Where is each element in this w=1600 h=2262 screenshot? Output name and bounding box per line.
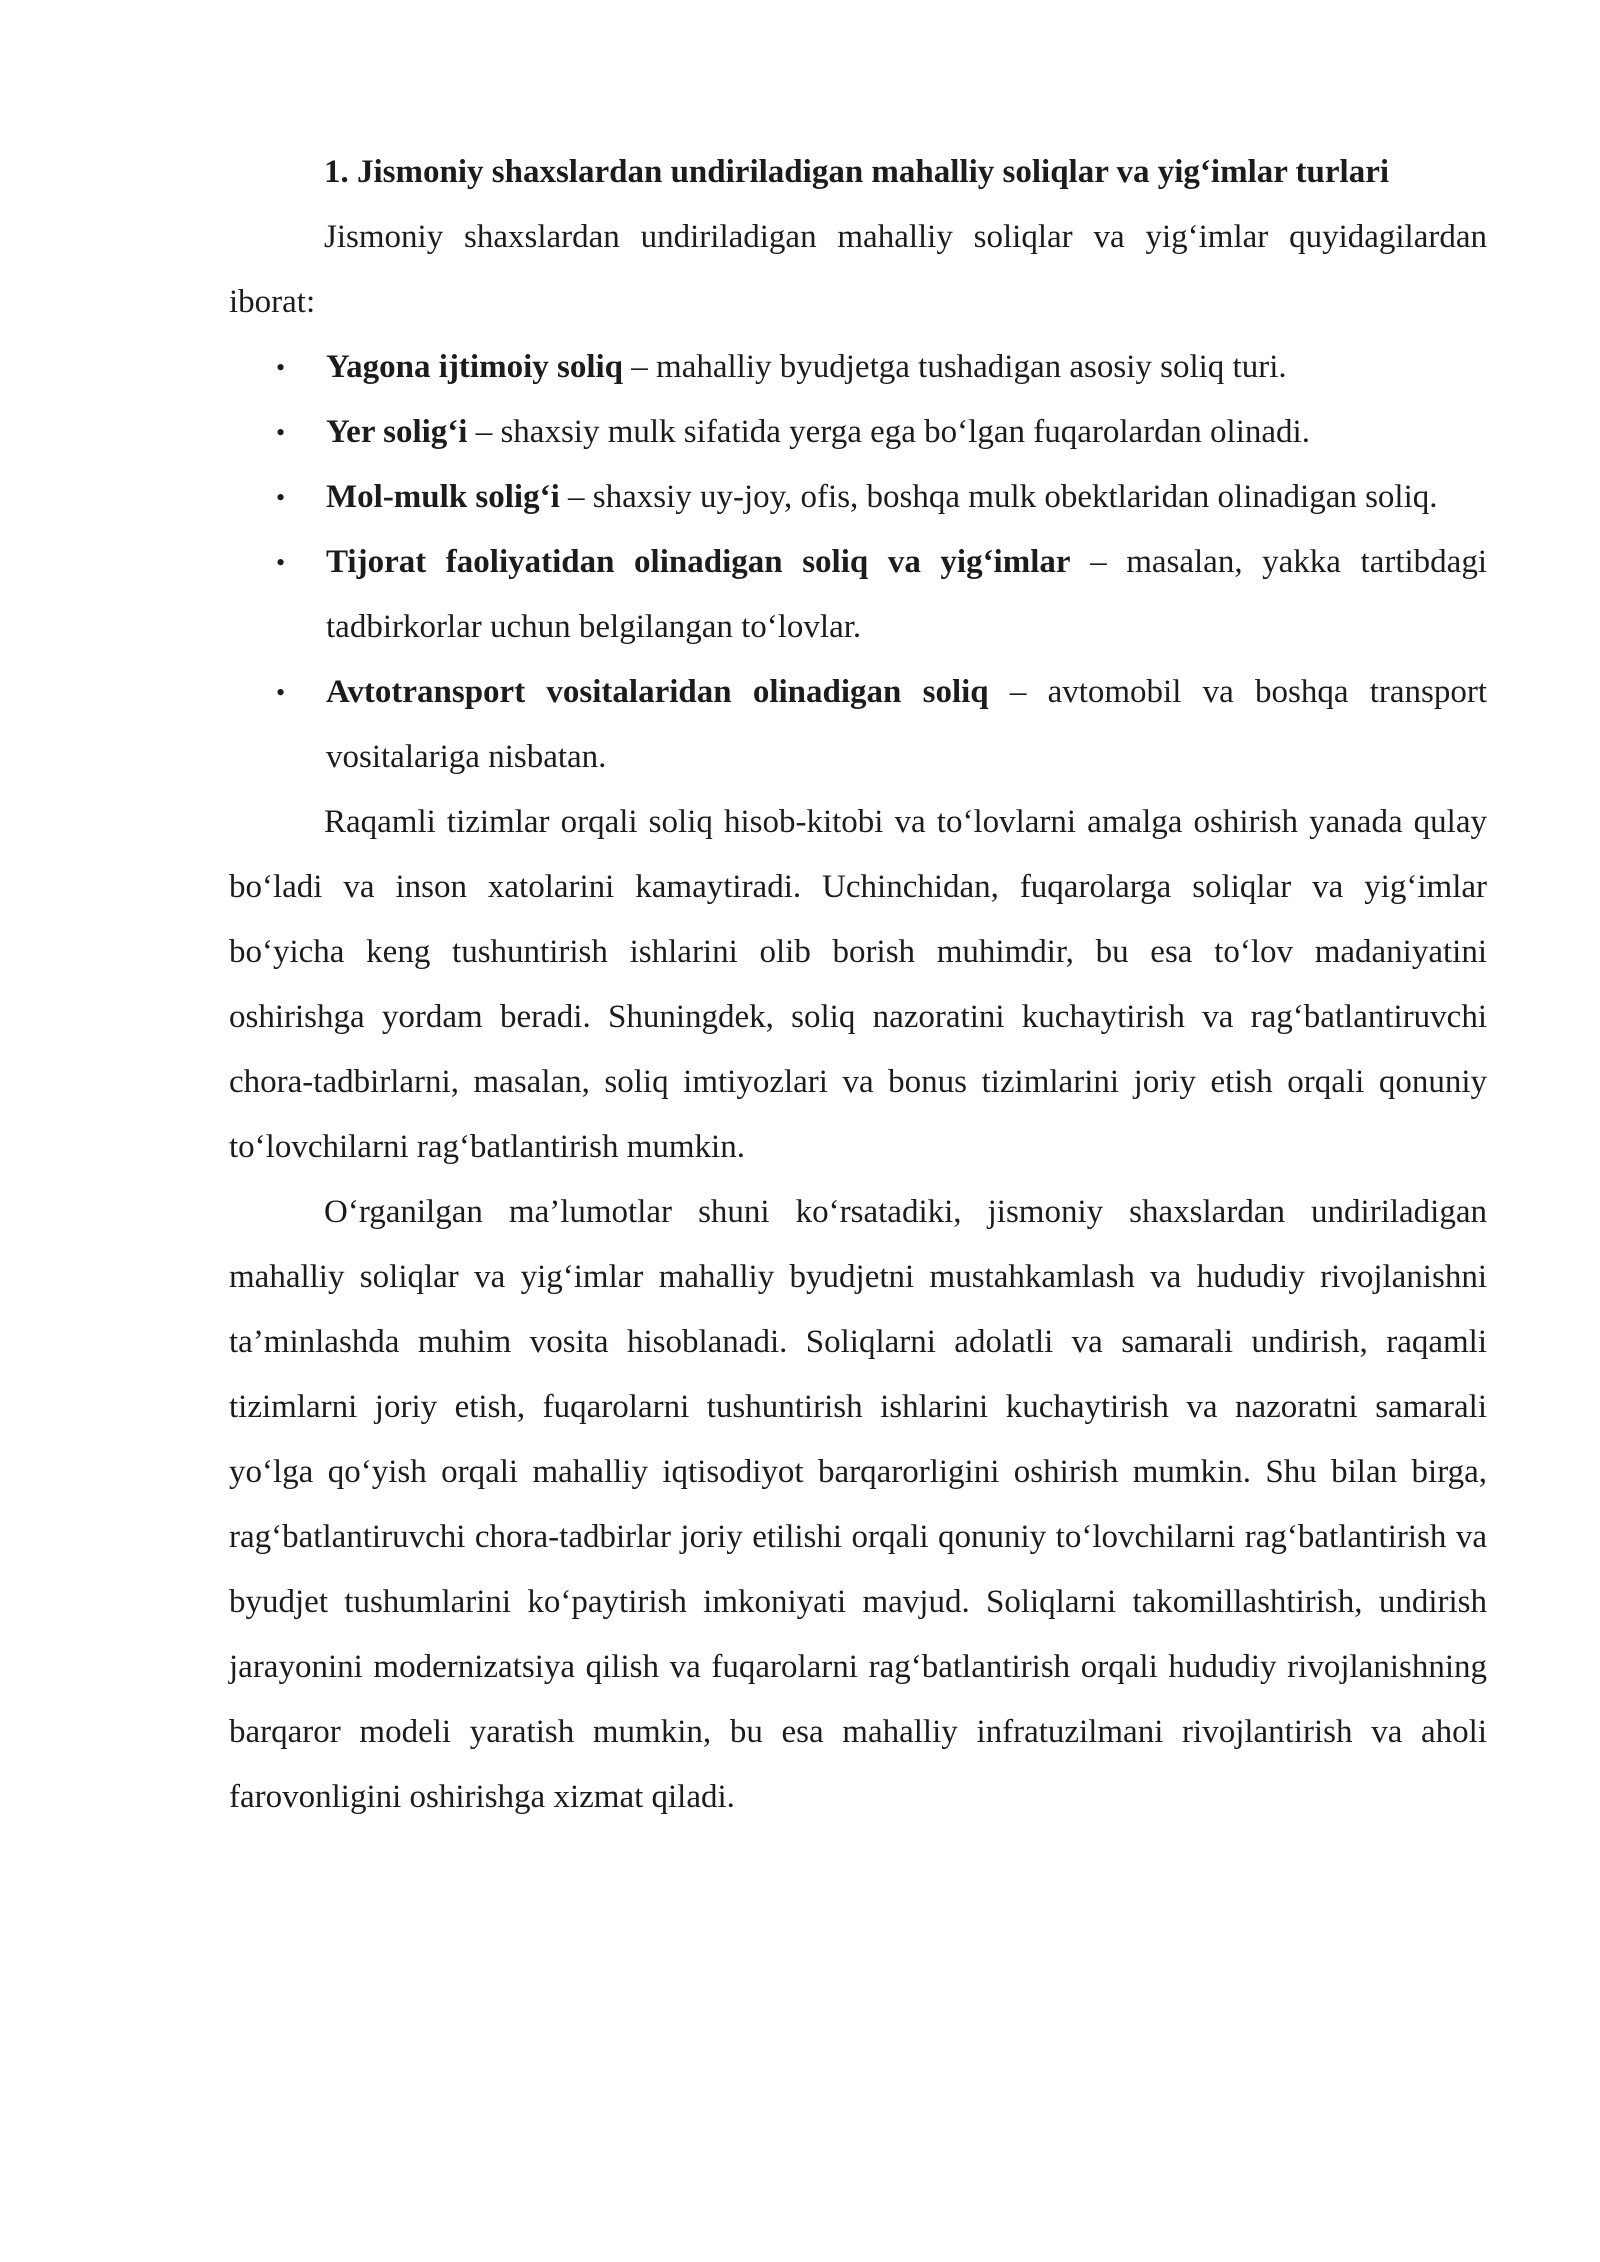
tax-types-list: [229, 335, 1487, 790]
list-item: [276, 335, 1487, 400]
bullet-icon: •: [276, 548, 286, 577]
list-item-term: Yer solig‘i: [326, 414, 468, 450]
bullet-icon: •: [276, 483, 286, 512]
bullet-icon: •: [276, 418, 286, 447]
list-item-text: – shaxsiy uy-joy, ofis, boshqa mulk obektlaridan olinadigan soliq.: [559, 479, 1438, 515]
list-item-term: Avtotransport vositalaridan olinadigan soliq: [326, 674, 989, 710]
list-item-term: Tijorat faoliyatidan olinadigan soliq va yig‘imlar: [326, 544, 1071, 580]
list-item: [276, 530, 1487, 660]
list-item: [276, 660, 1487, 790]
conclusion-paragraph: O‘rganilgan ma’lumotlar shuni ko‘rsatadiki, jismoniy shaxslardan undiriladigan mahalliy soliqlar va yig‘imlar mahalliy byudjetni mustahkamlash va hududiy rivojlanishni ta’minlashda muhim vosita hisoblanadi. Soliqlarni adolatli va samarali undirish, raqamli tizimlarni joriy etish, fuqarolarni tushuntirish ishlarini kuchaytirish va nazoratni samarali yo‘lga qo‘yish orqali mahalliy iqtisodiyot barqarorligini oshirish mumkin. Shu bilan birga, rag‘batlantiruvchi chora-tadbirlar joriy etilishi orqali qonuniy to‘lovchilarni rag‘batlantirish va byudjet tushumlarini ko‘paytirish imkoniyati mavjud. Soliqlarni takomillashtirish, undirish jarayonini modernizatsiya qilish va fuqarolarni rag‘batlantirish orqali hududiy rivojlanishning barqaror modeli yaratish mumkin, bu esa mahalliy infratuzilmani rivojlantirish va aholi farovonligini oshirishga xizmat qiladi.: [229, 1194, 1487, 1815]
list-item-text: – masalan, yakka tartibdagi tadbirkorlar uchun belgilangan to‘lovlar.: [326, 544, 1487, 645]
list-item-term: Yagona ijtimoiy soliq: [326, 349, 624, 385]
list-item-term: Mol-mulk solig‘i: [326, 479, 560, 515]
bullet-icon: •: [276, 678, 286, 707]
list-item-text: – avtomobil va boshqa transport vositalariga nisbatan.: [326, 674, 1487, 775]
body-paragraph: Raqamli tizimlar orqali soliq hisob-kitobi va to‘lovlarni amalga oshirish yanada qulay bo‘ladi va inson xatolarini kamaytiradi. Uchinchidan, fuqarolarga soliqlar va yig‘imlar bo‘yicha keng tushuntirish ishlarini olib borish muhimdir, bu esa to‘lov madaniyatini oshirishga yordam beradi. Shuningdek, soliq nazoratini kuchaytirish va rag‘batlantiruvchi chora-tadbirlarni, masalan, soliq imtiyozlari va bonus tizimlarini joriy etish orqali qonuniy to‘lovchilarni rag‘batlantirish mumkin.: [229, 804, 1487, 1165]
list-item: [276, 465, 1487, 530]
bullet-icon: •: [276, 353, 286, 382]
intro-paragraph: Jismoniy shaxslardan undiriladigan mahalliy soliqlar va yig‘imlar quyidagilardan iborat:: [229, 219, 1487, 320]
document-page: [229, 140, 1487, 1830]
section-heading: 1. Jismoniy shaxslardan undiriladigan mahalliy soliqlar va yig‘imlar turlari: [324, 154, 1390, 190]
list-item-text: – shaxsiy mulk sifatida yerga ega bo‘lgan fuqarolardan olinadi.: [467, 414, 1310, 450]
list-item: [276, 400, 1487, 465]
list-item-text: – mahalliy byudjetga tushadigan asosiy soliq turi.: [623, 349, 1287, 385]
